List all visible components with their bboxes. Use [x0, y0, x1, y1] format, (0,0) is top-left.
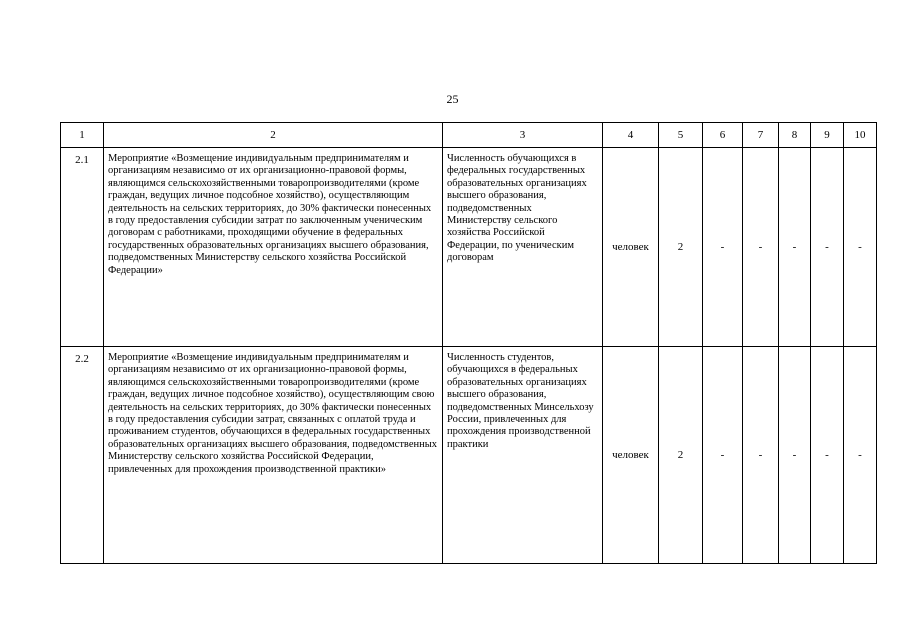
column-header: 7 [743, 123, 779, 148]
indicator-cell: Численность студентов, обучающихся в федеральных образовательных организациях высшего образования, подведомственных Минсельхозу России, привлеченных для прохождения производственной практики [443, 347, 603, 564]
indicators-table [60, 122, 877, 564]
year-value-cell: - [811, 347, 844, 564]
year-value-cell: - [844, 347, 877, 564]
event-description-cell: Мероприятие «Возмещение индивидуальным предпринимателям и организациям независимо от их организационно-правовой формы, являющимся сельскохозяйственными товаропроизводителями (кроме граждан, ведущих личное подсобное хозяйство), осуществляющим свою деятельность на сельских территориях, до 30% фактически понесенных в году предоставления субсидии затрат, связанных с оплатой труда и проживанием студентов, обучающихся в федеральных государственных образовательных организациях высшего образования, подведомственных Министерству сельского хозяйства Российской Федерации, привлеченных для прохождения производственной практики» [104, 347, 443, 564]
year-value-cell: - [811, 148, 844, 347]
unit-cell: человек [603, 347, 659, 564]
event-description-cell: Мероприятие «Возмещение индивидуальным предпринимателям и организациям независимо от их организационно-правовой формы, являющимся сельскохозяйственными товаропроизводителями (кроме граждан, ведущих личное подсобное хозяйство), осуществляющим деятельность на сельских территориях, до 30% фактически понесенных в году предоставления субсидии затрат по заключенным ученическим договорам с работниками, проходящими обучение в федеральных государственных образовательных организациях высшего образования, подведомственных Министерству сельского хозяйства Российской Федерации» [104, 148, 443, 347]
column-header: 3 [443, 123, 603, 148]
column-header: 10 [844, 123, 877, 148]
row-number-cell: 2.2 [61, 347, 104, 564]
column-header: 9 [811, 123, 844, 148]
column-header: 2 [104, 123, 443, 148]
row-number-cell: 2.1 [61, 148, 104, 347]
indicator-cell: Численность обучающихся в федеральных государственных образовательных организациях высшего образования, подведомственных Министерству сельского хозяйства Российской Федерации, по ученическим договорам [443, 148, 603, 347]
year-value-cell: - [779, 148, 811, 347]
table-row [61, 347, 877, 564]
column-header: 8 [779, 123, 811, 148]
unit-cell: человек [603, 148, 659, 347]
year-value-cell: - [703, 148, 743, 347]
year-value-cell: - [703, 347, 743, 564]
column-header: 4 [603, 123, 659, 148]
year-value-cell: - [779, 347, 811, 564]
value-cell: 2 [659, 347, 703, 564]
year-value-cell: - [844, 148, 877, 347]
page-number: 25 [446, 92, 459, 106]
column-header: 6 [703, 123, 743, 148]
column-header: 5 [659, 123, 703, 148]
value-cell: 2 [659, 148, 703, 347]
year-value-cell: - [743, 148, 779, 347]
table-header-row [61, 123, 877, 148]
year-value-cell: - [743, 347, 779, 564]
table-row [61, 148, 877, 347]
column-header: 1 [61, 123, 104, 148]
